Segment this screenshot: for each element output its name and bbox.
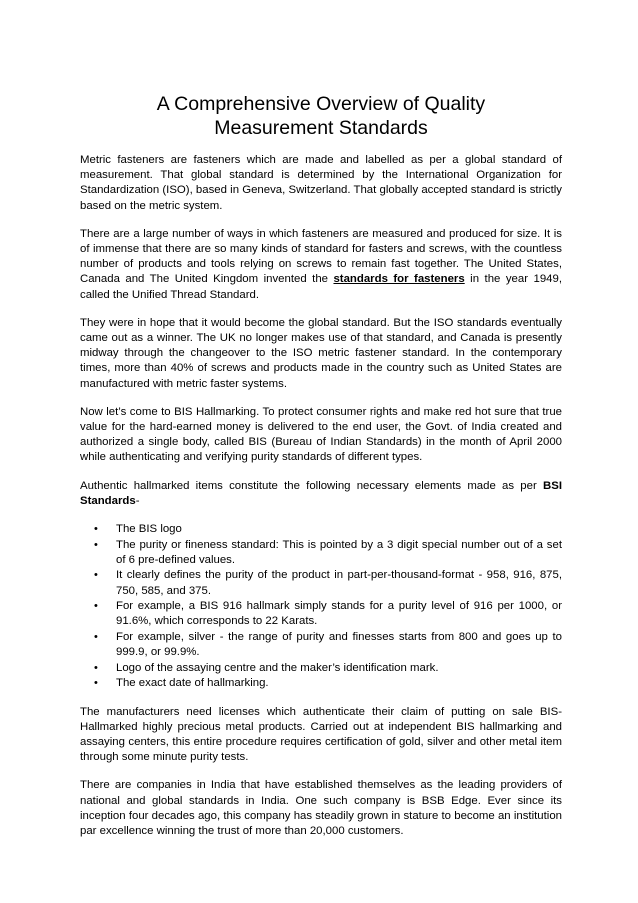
list-item	[80, 568, 562, 598]
list-item	[80, 661, 562, 676]
bullet-icon: •	[94, 661, 98, 674]
paragraph-text: There are a large number of ways in which fasteners are measured and produced for size. It is of immense that there are so many kinds of standard for fasters and screws, with the countless number of products and tools relying on screws to remain fast together. The United States, Canada and The United Kingdom invented the	[80, 227, 562, 286]
bsi-standards-text: BSI Standards	[80, 479, 562, 507]
document-title: A Comprehensive Overview of Quality Measurement Standards	[156, 93, 486, 139]
list-item-text: Logo of the assaying centre and the maker’s identification mark.	[116, 661, 439, 674]
list-item	[80, 522, 562, 537]
list-item	[80, 676, 562, 691]
bullet-icon: •	[94, 677, 98, 690]
paragraph-fastener-sizes	[80, 227, 562, 303]
list-item-text: It clearly defines the purity of the product in part-per-thousand-format - 958, 916, 875, 750, 585, and 375.	[116, 569, 562, 597]
list-item-text: The purity or fineness standard: This is pointed by a 3 digit special number out of a set of 6 pre-defined values.	[116, 538, 562, 566]
paragraph-iso-winner: They were in hope that it would become the global standard. But the ISO standards eventually came out as a winner. The UK no longer makes use of that standard, and Canada is presently midway through the changeover to the ISO metric fastener standard. In the contemporary times, more than 40% of screws and products made in the country such as United States are manufactured with metric faster systems.	[80, 316, 562, 390]
paragraph-text: in the year 1949, called the Unified Thread Standard.	[80, 273, 562, 301]
bullet-icon: •	[94, 538, 98, 551]
list-item	[80, 599, 562, 629]
list-item	[80, 538, 562, 568]
paragraph-text: Authentic hallmarked items constitute the following necessary elements made as per	[80, 479, 543, 492]
list-item-text: For example, silver - the range of purity and finesses starts from 800 and goes up to 999.9, or 99.9%.	[116, 631, 562, 659]
paragraph-hallmark-elements	[80, 479, 562, 509]
list-item-text: For example, a BIS 916 hallmark simply stands for a purity level of 916 per 1000, or 91.6%, which corresponds to 22 Karats.	[116, 600, 562, 628]
bullet-icon: •	[94, 600, 98, 613]
paragraph-metric-fasteners: Metric fasteners are fasteners which are made and labelled as per a global standard of measurement. That global standard is determined by the International Organization for Standardization (ISO), based in Geneva, Switzerland. That globally accepted standard is strictly based on the metric system.	[80, 154, 562, 212]
bullet-icon: •	[94, 523, 98, 536]
paragraph-text: -	[135, 494, 140, 507]
paragraph-bis-hallmarking: Now let’s come to BIS Hallmarking. To protect consumer rights and make red hot sure that true value for the hard-earned money is delivered to the end user, the Govt. of India created and authorized a single body, called BIS (Bureau of Indian Standards) in the month of April 2000 while authenticating and verifying purity standards of different types.	[80, 405, 562, 464]
document-page	[80, 92, 562, 852]
standards-for-fasteners-link[interactable]: standards for fasteners	[333, 273, 465, 286]
hallmark-elements-list	[80, 522, 562, 692]
bullet-icon: •	[94, 631, 98, 644]
list-item-text: The exact date of hallmarking.	[116, 677, 269, 690]
bullet-icon: •	[94, 569, 98, 582]
list-item-text: The BIS logo	[116, 523, 182, 536]
list-item	[80, 630, 562, 660]
paragraph-licenses: The manufacturers need licenses which authenticate their claim of putting on sale BIS-Hallmarked highly precious metal products. Carried out at independent BIS hallmarking and assaying centers, this entire procedure requires certification of gold, silver and other metal item through some minute purity tests.	[80, 705, 562, 764]
paragraph-bsb-edge: There are companies in India that have established themselves as the leading providers of national and global standards in India. One such company is BSB Edge. Ever since its inception four decades ago, this company has steadily grown in stature to become an institution par excellence winning the trust of more than 20,000 customers.	[80, 779, 562, 838]
